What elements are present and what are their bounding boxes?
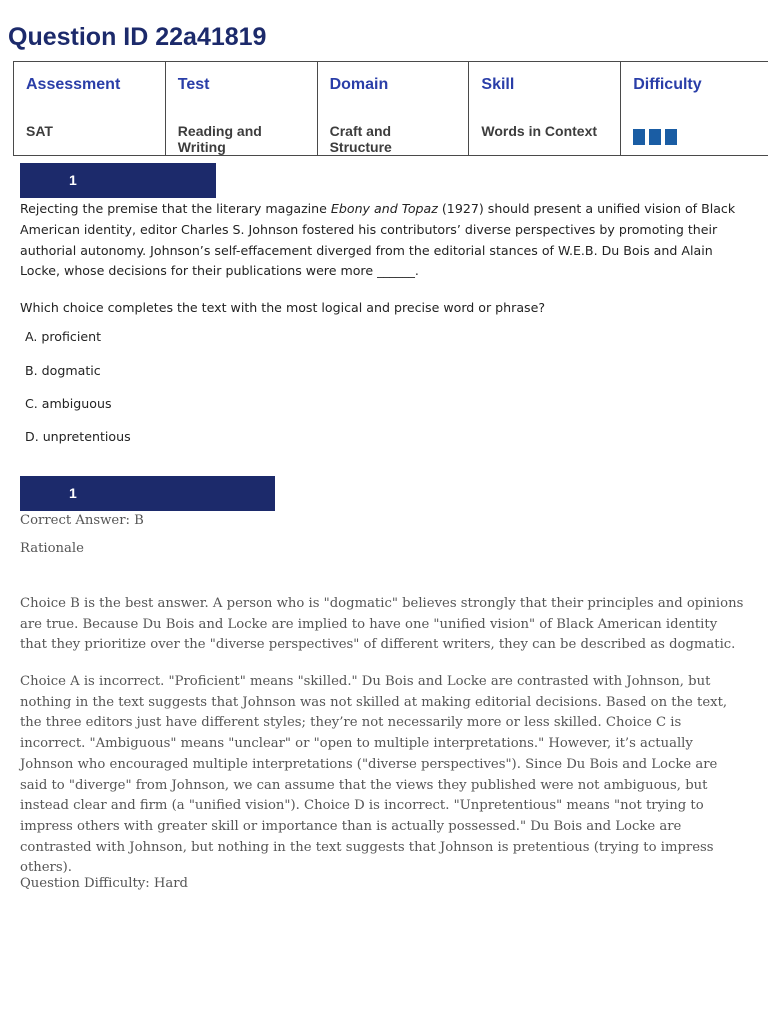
page-title: Question ID 22a41819	[8, 23, 267, 51]
question-prompt: Which choice completes the text with the most logical and precise word or phrase?	[20, 300, 546, 315]
value-skill: Words in Context	[469, 106, 621, 156]
answer-number-bar: 1	[20, 476, 275, 511]
passage-text-after: (1927) should present a unified vision of Black American identity, editor Charles S. Johnson fostered his contributors’ diverse perspectives by promoting their authorial autonomy. Johnson’s self-effacement diverged from the editorial stances of W.E.B. Du Bois and Alain Locke, whose decisions for their publications were more ______.	[20, 201, 736, 279]
difficulty-bar	[665, 129, 677, 145]
header-domain: Domain	[317, 62, 469, 106]
header-difficulty: Difficulty	[621, 62, 768, 106]
metadata-header-row	[14, 62, 768, 106]
rationale-paragraph-incorrect: Choice A is incorrect. "Proficient" means "skilled." Du Bois and Locke are contrasted with Johnson, but nothing in the text suggests that Johnson was not skilled at making editorial decisions. Based on the text, the three editors just have different styles; they’re not necessarily more or less skilled. Choice C is incorrect. "Ambiguous" means "unclear" or "open to multiple interpretations." However, it’s actually Johnson who encouraged multiple interpretations ("diverse perspectives"). Since Du Bois and Locke are said to "diverge" from Johnson, we can assume that the views they published were not ambiguous, but instead clear and firm (a "unified vision"). Choice D is incorrect. "Unpretentious" means "not trying to impress others with greater skill or importance than is actually possessed." Du Bois and Locke are contrasted with Johnson, but nothing in the text suggests that Johnson is pretentious (trying to impress others).	[20, 674, 728, 876]
difficulty-bar	[633, 129, 645, 145]
passage-magazine-title: Ebony and Topaz	[330, 201, 438, 216]
header-assessment: Assessment	[14, 62, 166, 106]
header-skill: Skill	[469, 62, 621, 106]
difficulty-bar	[649, 129, 661, 145]
question-metadata-table	[13, 61, 768, 156]
answer-choice-a: A. proficient	[25, 329, 102, 344]
difficulty-level-bars	[633, 129, 760, 145]
answer-choice-d: D. unpretentious	[25, 429, 131, 444]
value-difficulty	[621, 106, 768, 156]
value-test: Reading and Writing	[165, 106, 317, 156]
rationale-heading: Rationale	[20, 541, 84, 556]
correct-answer: Correct Answer: B	[20, 513, 144, 528]
value-domain: Craft and Structure	[317, 106, 469, 156]
header-test: Test	[165, 62, 317, 106]
answer-choice-c: C. ambiguous	[25, 396, 112, 411]
answer-choice-b: B. dogmatic	[25, 363, 101, 378]
question-passage	[20, 199, 750, 282]
question-number-bar: 1	[20, 163, 216, 198]
rationale-paragraph-correct: Choice B is the best answer. A person who is "dogmatic" believes strongly that their principles and opinions are true. Because Du Bois and Locke are implied to have one "unified vision" of Black American identity that they prioritize over the "diverse perspectives" of different writers, they can be described as dogmatic.	[20, 596, 744, 653]
value-assessment: SAT	[14, 106, 166, 156]
passage-text-before: Rejecting the premise that the literary magazine	[20, 201, 331, 216]
metadata-value-row	[14, 106, 768, 156]
question-difficulty: Question Difficulty: Hard	[20, 876, 188, 891]
